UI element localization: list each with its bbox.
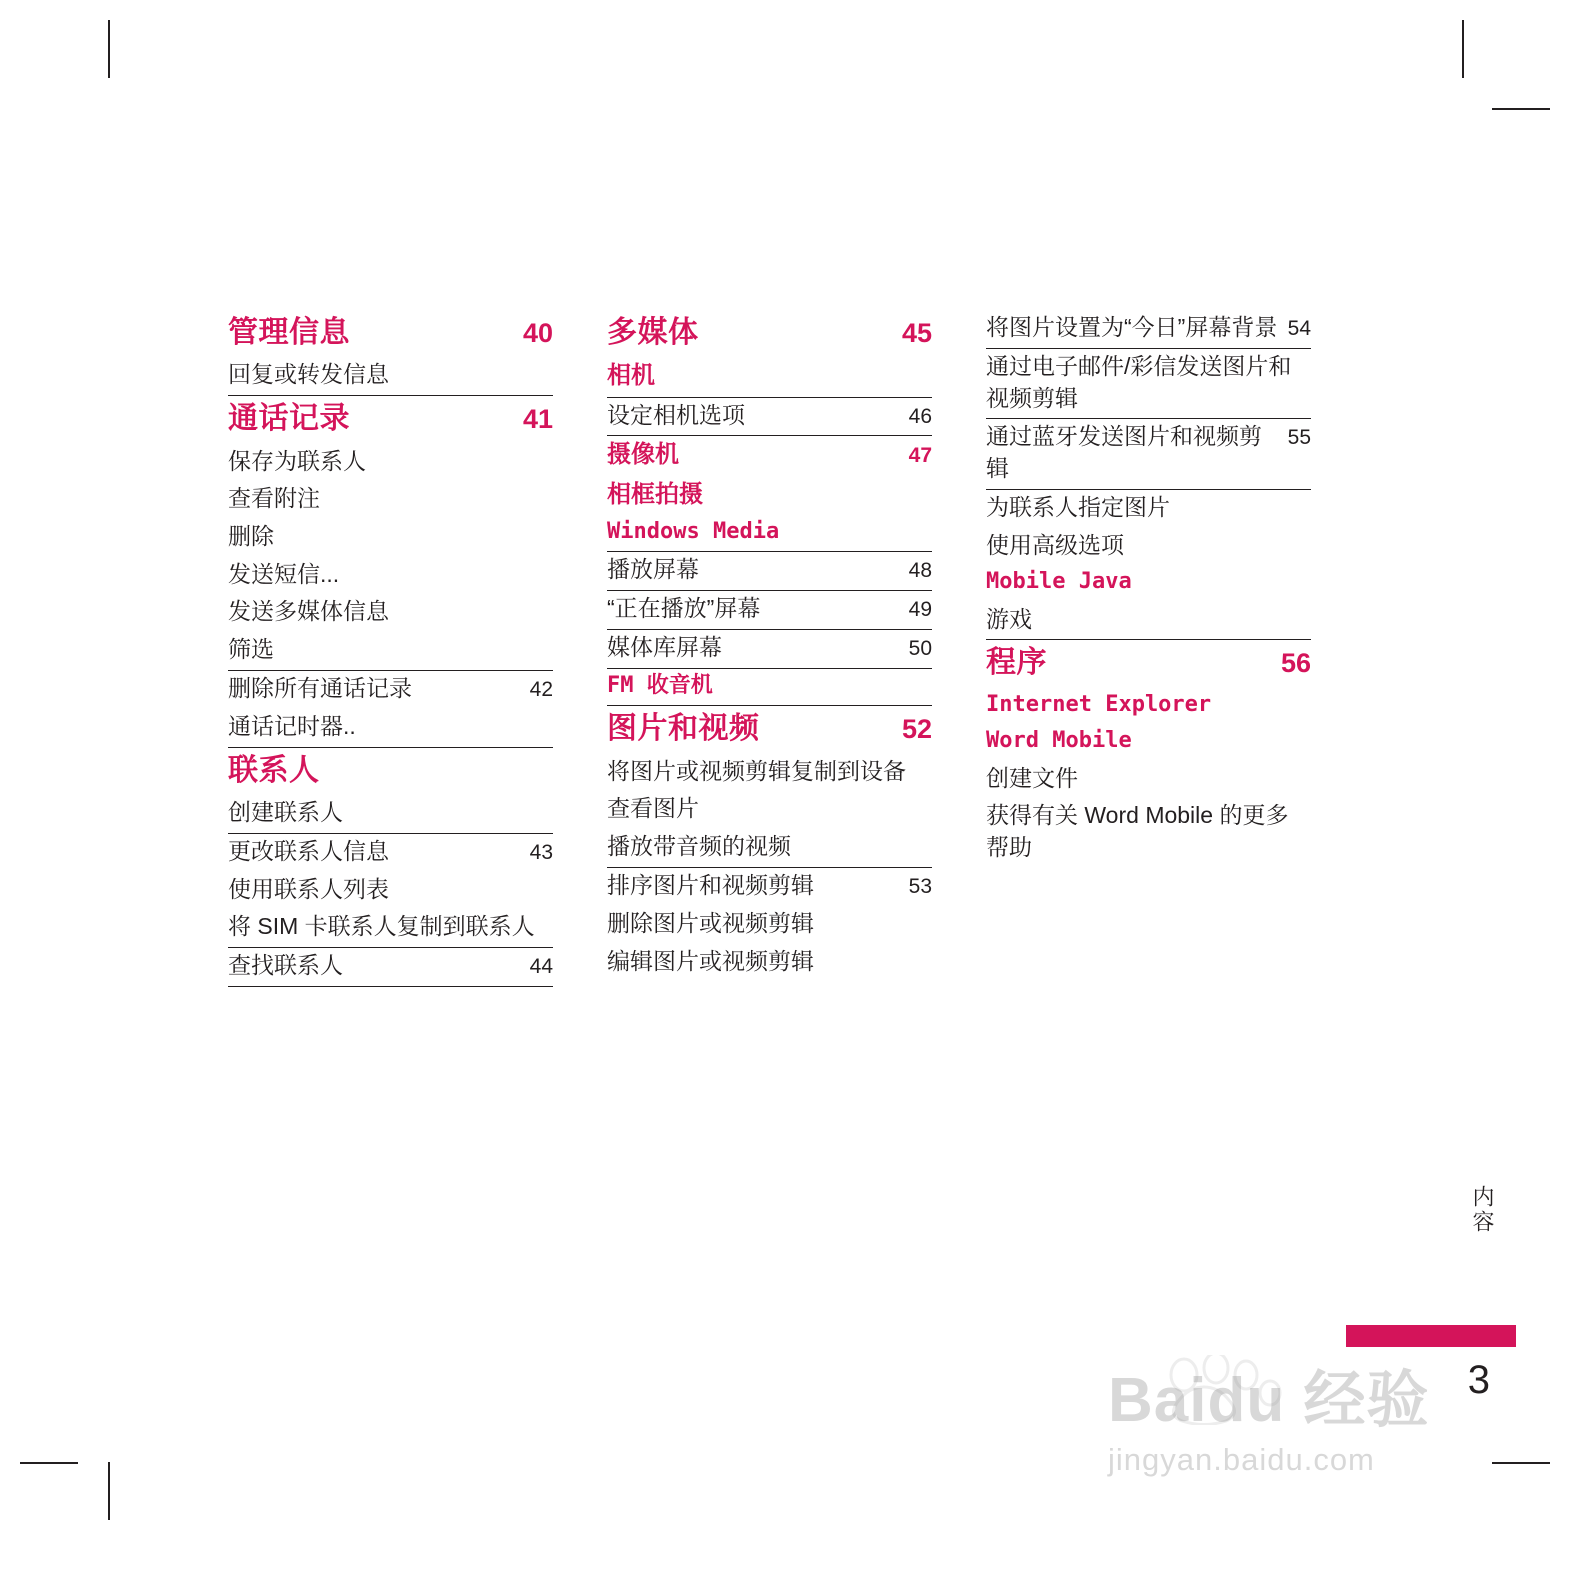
page-number: 3	[1467, 1358, 1490, 1402]
toc-entry[interactable]	[607, 906, 932, 944]
toc-entry[interactable]	[986, 490, 1311, 528]
toc-entry[interactable]	[986, 724, 1311, 760]
toc-entry-label: 通话记录	[228, 402, 350, 436]
toc-entry[interactable]	[986, 528, 1311, 566]
toc-entry-page: 55	[1287, 426, 1311, 450]
toc-entry-label: 保存为联系人	[228, 447, 366, 474]
toc-entry-label: 联系人	[228, 753, 320, 787]
toc-entry[interactable]	[986, 640, 1311, 687]
toc-entry[interactable]	[228, 357, 553, 396]
toc-entry-label: 媒体库屏幕	[607, 633, 722, 660]
crop-mark-bottom-left	[108, 1462, 110, 1520]
toc-entry[interactable]	[228, 872, 553, 910]
toc-entry-label: 设定相机选项	[607, 401, 745, 428]
column-2	[607, 310, 932, 987]
toc-entry-label: Mobile Java	[986, 569, 1132, 595]
toc-entry-page: 41	[522, 404, 553, 435]
toc-entry-label: 回复或转发信息	[228, 361, 389, 388]
toc-entry-page: 44	[529, 955, 553, 979]
toc-entry-label: 相框拍摄	[607, 480, 703, 508]
crop-mark-top-left	[108, 20, 110, 78]
toc-entry[interactable]	[228, 594, 553, 632]
toc-entry[interactable]	[607, 754, 932, 792]
toc-entry[interactable]	[228, 671, 553, 709]
toc-entry[interactable]	[607, 476, 932, 515]
toc-entry-page: 48	[908, 559, 932, 583]
toc-entry-label: 查找联系人	[228, 952, 343, 979]
toc-entry[interactable]	[607, 706, 932, 753]
toc-entry-label: 程序	[986, 646, 1047, 680]
toc-entry-label: 排序图片和视频剪辑	[607, 871, 814, 898]
crop-mark-top-right	[1462, 20, 1464, 78]
toc-entry-page: 42	[529, 677, 553, 701]
toc-entry[interactable]	[986, 310, 1311, 349]
column-3	[986, 310, 1311, 987]
toc-entry[interactable]	[228, 557, 553, 595]
toc-entry-label: 使用联系人列表	[228, 875, 389, 902]
page-accent-bar	[1346, 1325, 1516, 1347]
toc-entry[interactable]	[607, 591, 932, 630]
toc-entry-label: 为联系人指定图片	[986, 493, 1170, 520]
toc-entry[interactable]	[228, 748, 553, 795]
toc-entry[interactable]	[228, 709, 553, 748]
toc-entry[interactable]	[607, 398, 932, 437]
crop-mark-right-lower	[1492, 1462, 1550, 1464]
toc-entry-label: 删除	[228, 522, 274, 549]
toc-entry-label: 查看图片	[607, 795, 699, 822]
toc-entry[interactable]	[986, 798, 1311, 867]
toc-entry-label: 游戏	[986, 605, 1032, 632]
toc-entry-label: Internet Explorer	[986, 691, 1212, 717]
toc-entry[interactable]	[986, 602, 1311, 641]
toc-entry[interactable]	[607, 829, 932, 868]
toc-entry-page: 40	[522, 318, 553, 348]
toc-entry[interactable]	[607, 310, 932, 357]
toc-entry-label: 通话记时器..	[228, 712, 356, 739]
toc-entry-label: 将 SIM 卡联系人复制到联系人	[228, 913, 535, 940]
toc-entry-label: 播放屏幕	[607, 556, 699, 583]
toc-entry[interactable]	[607, 630, 932, 669]
toc-entry-label: 删除图片或视频剪辑	[607, 909, 814, 936]
toc-entry-label: Windows Media	[607, 518, 780, 544]
crop-mark-right-upper	[1492, 108, 1550, 110]
column-1	[228, 310, 553, 987]
toc-entry-page: 45	[901, 318, 932, 348]
toc-entry-label: 删除所有通话记录	[228, 674, 412, 701]
toc-entry-label: 图片和视频	[607, 712, 760, 746]
toc-entry-page: 56	[1280, 648, 1311, 679]
toc-entry-label: FM 收音机	[607, 672, 713, 698]
toc-entry-label: 通过蓝牙发送图片和视频剪辑	[986, 423, 1262, 482]
toc-entry-label: 发送多媒体信息	[228, 598, 389, 625]
watermark-main-text: Baidu 经验	[1108, 1366, 1430, 1435]
paw-logo-icon	[1150, 1355, 1300, 1430]
toc-entry[interactable]	[607, 552, 932, 591]
toc-entry[interactable]	[607, 669, 932, 706]
toc-entry-label: 将图片设置为“今日”屏幕背景	[986, 314, 1278, 340]
toc-entry-label: 更改联系人信息	[228, 837, 389, 864]
toc-entry[interactable]	[607, 436, 932, 475]
toc-entry[interactable]	[228, 834, 553, 872]
toc-entry-label: 编辑图片或视频剪辑	[607, 947, 814, 974]
toc-entry-label: 将图片或视频剪辑复制到设备	[607, 757, 906, 784]
side-tab-label: 内容	[1470, 1185, 1495, 1235]
toc-entry[interactable]	[607, 357, 932, 397]
toc-entry-page: 50	[908, 636, 932, 660]
toc-entry[interactable]	[228, 481, 553, 519]
toc-entry-label: “正在播放”屏幕	[607, 595, 761, 622]
toc-entry-label: 筛选	[228, 636, 274, 663]
toc-entry[interactable]	[228, 795, 553, 834]
toc-entry-page: 52	[901, 714, 932, 745]
toc-entry[interactable]	[986, 761, 1311, 799]
toc-entry-page: 46	[908, 404, 932, 428]
toc-entry[interactable]	[607, 515, 932, 552]
toc-entry[interactable]	[228, 444, 553, 482]
toc-entry[interactable]	[986, 688, 1311, 724]
toc-entry[interactable]	[228, 396, 553, 443]
toc-entry[interactable]	[607, 791, 932, 829]
toc-entry-page: 49	[908, 598, 932, 622]
toc-entry-page: 43	[529, 840, 553, 864]
toc-entry-label: 使用高级选项	[986, 531, 1124, 558]
toc-entry-page: 54	[1287, 317, 1311, 340]
toc-entry[interactable]	[228, 909, 553, 948]
toc-entry[interactable]	[986, 349, 1311, 419]
toc-entry[interactable]	[986, 565, 1311, 601]
toc-entry-label: Word Mobile	[986, 728, 1132, 754]
toc-entry[interactable]	[607, 944, 932, 982]
toc-entry-label: 创建联系人	[228, 799, 343, 826]
table-of-contents	[228, 310, 1348, 987]
crop-mark-left-lower	[20, 1462, 78, 1464]
toc-entry-label: 发送短信...	[228, 560, 340, 587]
toc-entry-label: 相机	[607, 362, 655, 390]
toc-entry-label: 创建文件	[986, 764, 1078, 791]
toc-entry[interactable]	[228, 310, 553, 357]
toc-entry[interactable]	[228, 632, 553, 671]
toc-entry[interactable]	[986, 419, 1311, 489]
toc-entry-label: 播放带音频的视频	[607, 833, 791, 860]
toc-entry-label: 多媒体	[607, 316, 699, 349]
toc-entry-page: 47	[908, 444, 932, 468]
toc-entry-label: 查看附注	[228, 485, 320, 512]
toc-entry-label: 通过电子邮件/彩信发送图片和视频剪辑	[986, 352, 1292, 411]
toc-entry[interactable]	[228, 948, 553, 987]
toc-entry-label: 管理信息	[228, 316, 350, 349]
watermark-sub-text: jingyan.baidu.com	[1108, 1442, 1375, 1477]
toc-entry-page: 53	[908, 874, 932, 898]
toc-entry[interactable]	[228, 519, 553, 557]
toc-entry-label: 摄像机	[607, 441, 679, 469]
toc-entry[interactable]	[607, 868, 932, 906]
toc-entry-label: 获得有关 Word Mobile 的更多帮助	[986, 802, 1289, 861]
